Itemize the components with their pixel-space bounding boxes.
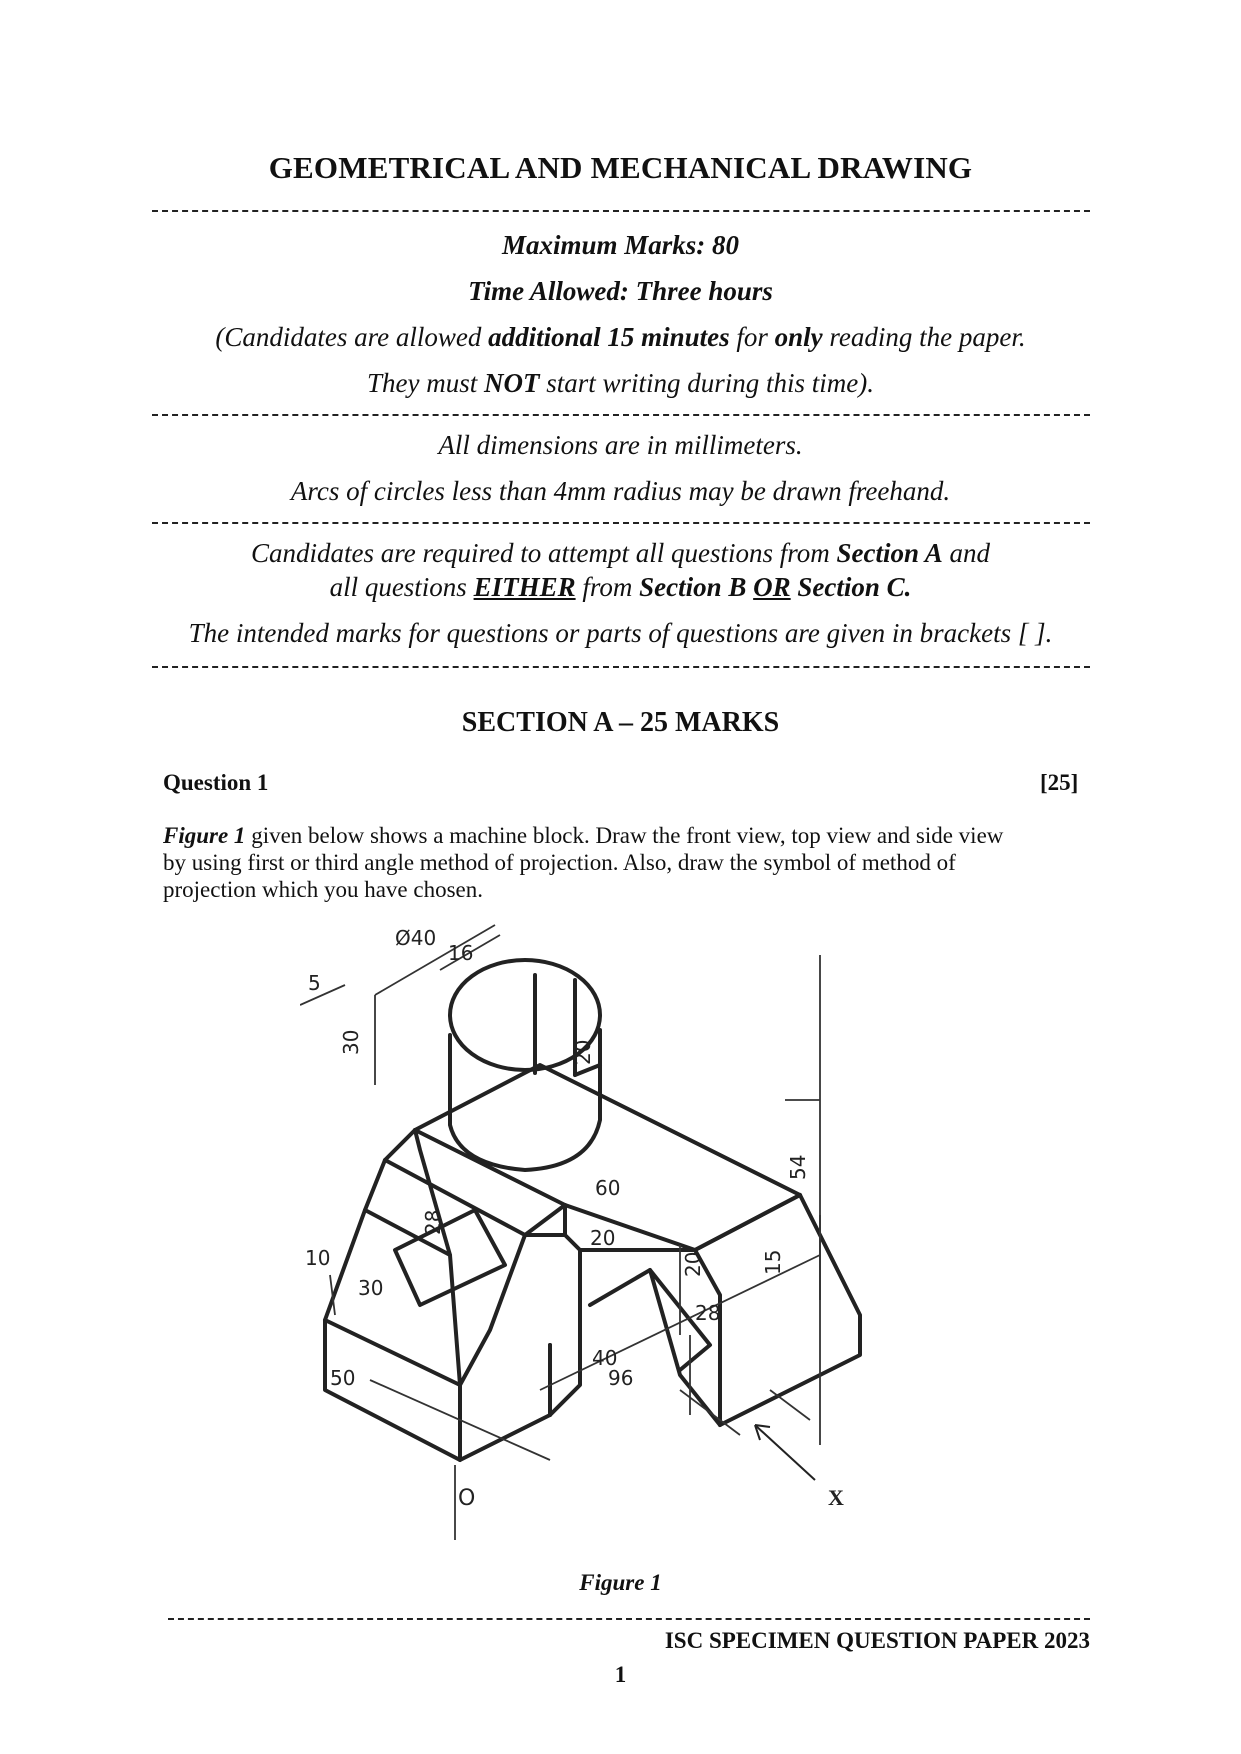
dim-10: 10 bbox=[305, 1246, 331, 1270]
dimensions-note: All dimensions are in millimeters. bbox=[438, 430, 803, 460]
figure-caption: Figure 1 bbox=[579, 1570, 662, 1595]
reading-note: (Candidates are allowed additional 15 minutes for only reading the paper. bbox=[215, 322, 1026, 352]
arrow-icon bbox=[755, 1425, 815, 1480]
divider bbox=[152, 414, 1090, 416]
dim-dia40: Ø40 bbox=[395, 926, 437, 950]
attempt-note-line2: all questions EITHER from Section B OR Section C. bbox=[329, 572, 912, 602]
dim-54: 54 bbox=[786, 1154, 810, 1180]
divider bbox=[168, 1618, 1090, 1620]
question-label: Question 1 bbox=[163, 770, 269, 795]
footer-paper-title: ISC SPECIMEN QUESTION PAPER 2023 bbox=[664, 1628, 1090, 1653]
time-allowed: Time Allowed: Three hours bbox=[468, 276, 773, 306]
dim-15: 15 bbox=[761, 1249, 785, 1275]
dimension-lines bbox=[300, 925, 820, 1540]
marks-note: The intended marks for questions or parts of questions are given in brackets [ ]. bbox=[188, 618, 1053, 648]
dim-50: 50 bbox=[330, 1366, 356, 1390]
writing-note: They must NOT start writing during this time). bbox=[366, 368, 875, 398]
dim-96: 96 bbox=[608, 1366, 634, 1390]
page-title: GEOMETRICAL AND MECHANICAL DRAWING bbox=[268, 150, 973, 185]
dim-28-pocket: 28 bbox=[421, 1209, 445, 1235]
dim-60: 60 bbox=[595, 1176, 621, 1200]
dim-30-pocket: 30 bbox=[358, 1276, 384, 1300]
machine-block-figure bbox=[300, 905, 960, 1565]
question-text: Figure 1 given below shows a machine block. Draw the front view, top view and side view by using first or third angle method of projection. Also, draw the symbol of method of projection which you have chosen. bbox=[163, 823, 1004, 902]
question-marks: [25] bbox=[1040, 770, 1079, 795]
dim-30-height: 30 bbox=[339, 1029, 363, 1055]
arcs-note: Arcs of circles less than 4mm radius may be drawn freehand. bbox=[290, 476, 951, 506]
block-outline bbox=[325, 960, 860, 1460]
dim-20-slot: 20 bbox=[571, 1039, 595, 1065]
dim-20-notch-width: 20 bbox=[590, 1226, 616, 1250]
section-heading: SECTION A – 25 MARKS bbox=[461, 707, 780, 738]
dim-5: 5 bbox=[308, 971, 321, 995]
view-direction-label: X bbox=[828, 1485, 844, 1510]
divider bbox=[152, 666, 1090, 668]
dim-40: 40 bbox=[592, 1346, 618, 1370]
max-marks: Maximum Marks: 80 bbox=[501, 230, 740, 260]
dim-20-notch-height: 20 bbox=[681, 1251, 705, 1277]
dim-28-base: 28 bbox=[695, 1301, 721, 1325]
dim-16: 16 bbox=[448, 941, 474, 965]
origin-label: O bbox=[458, 1486, 476, 1511]
divider bbox=[152, 522, 1090, 524]
page-number: 1 bbox=[614, 1662, 627, 1687]
attempt-note-line1: Candidates are required to attempt all questions from Section A and bbox=[251, 538, 990, 568]
divider bbox=[152, 210, 1090, 212]
